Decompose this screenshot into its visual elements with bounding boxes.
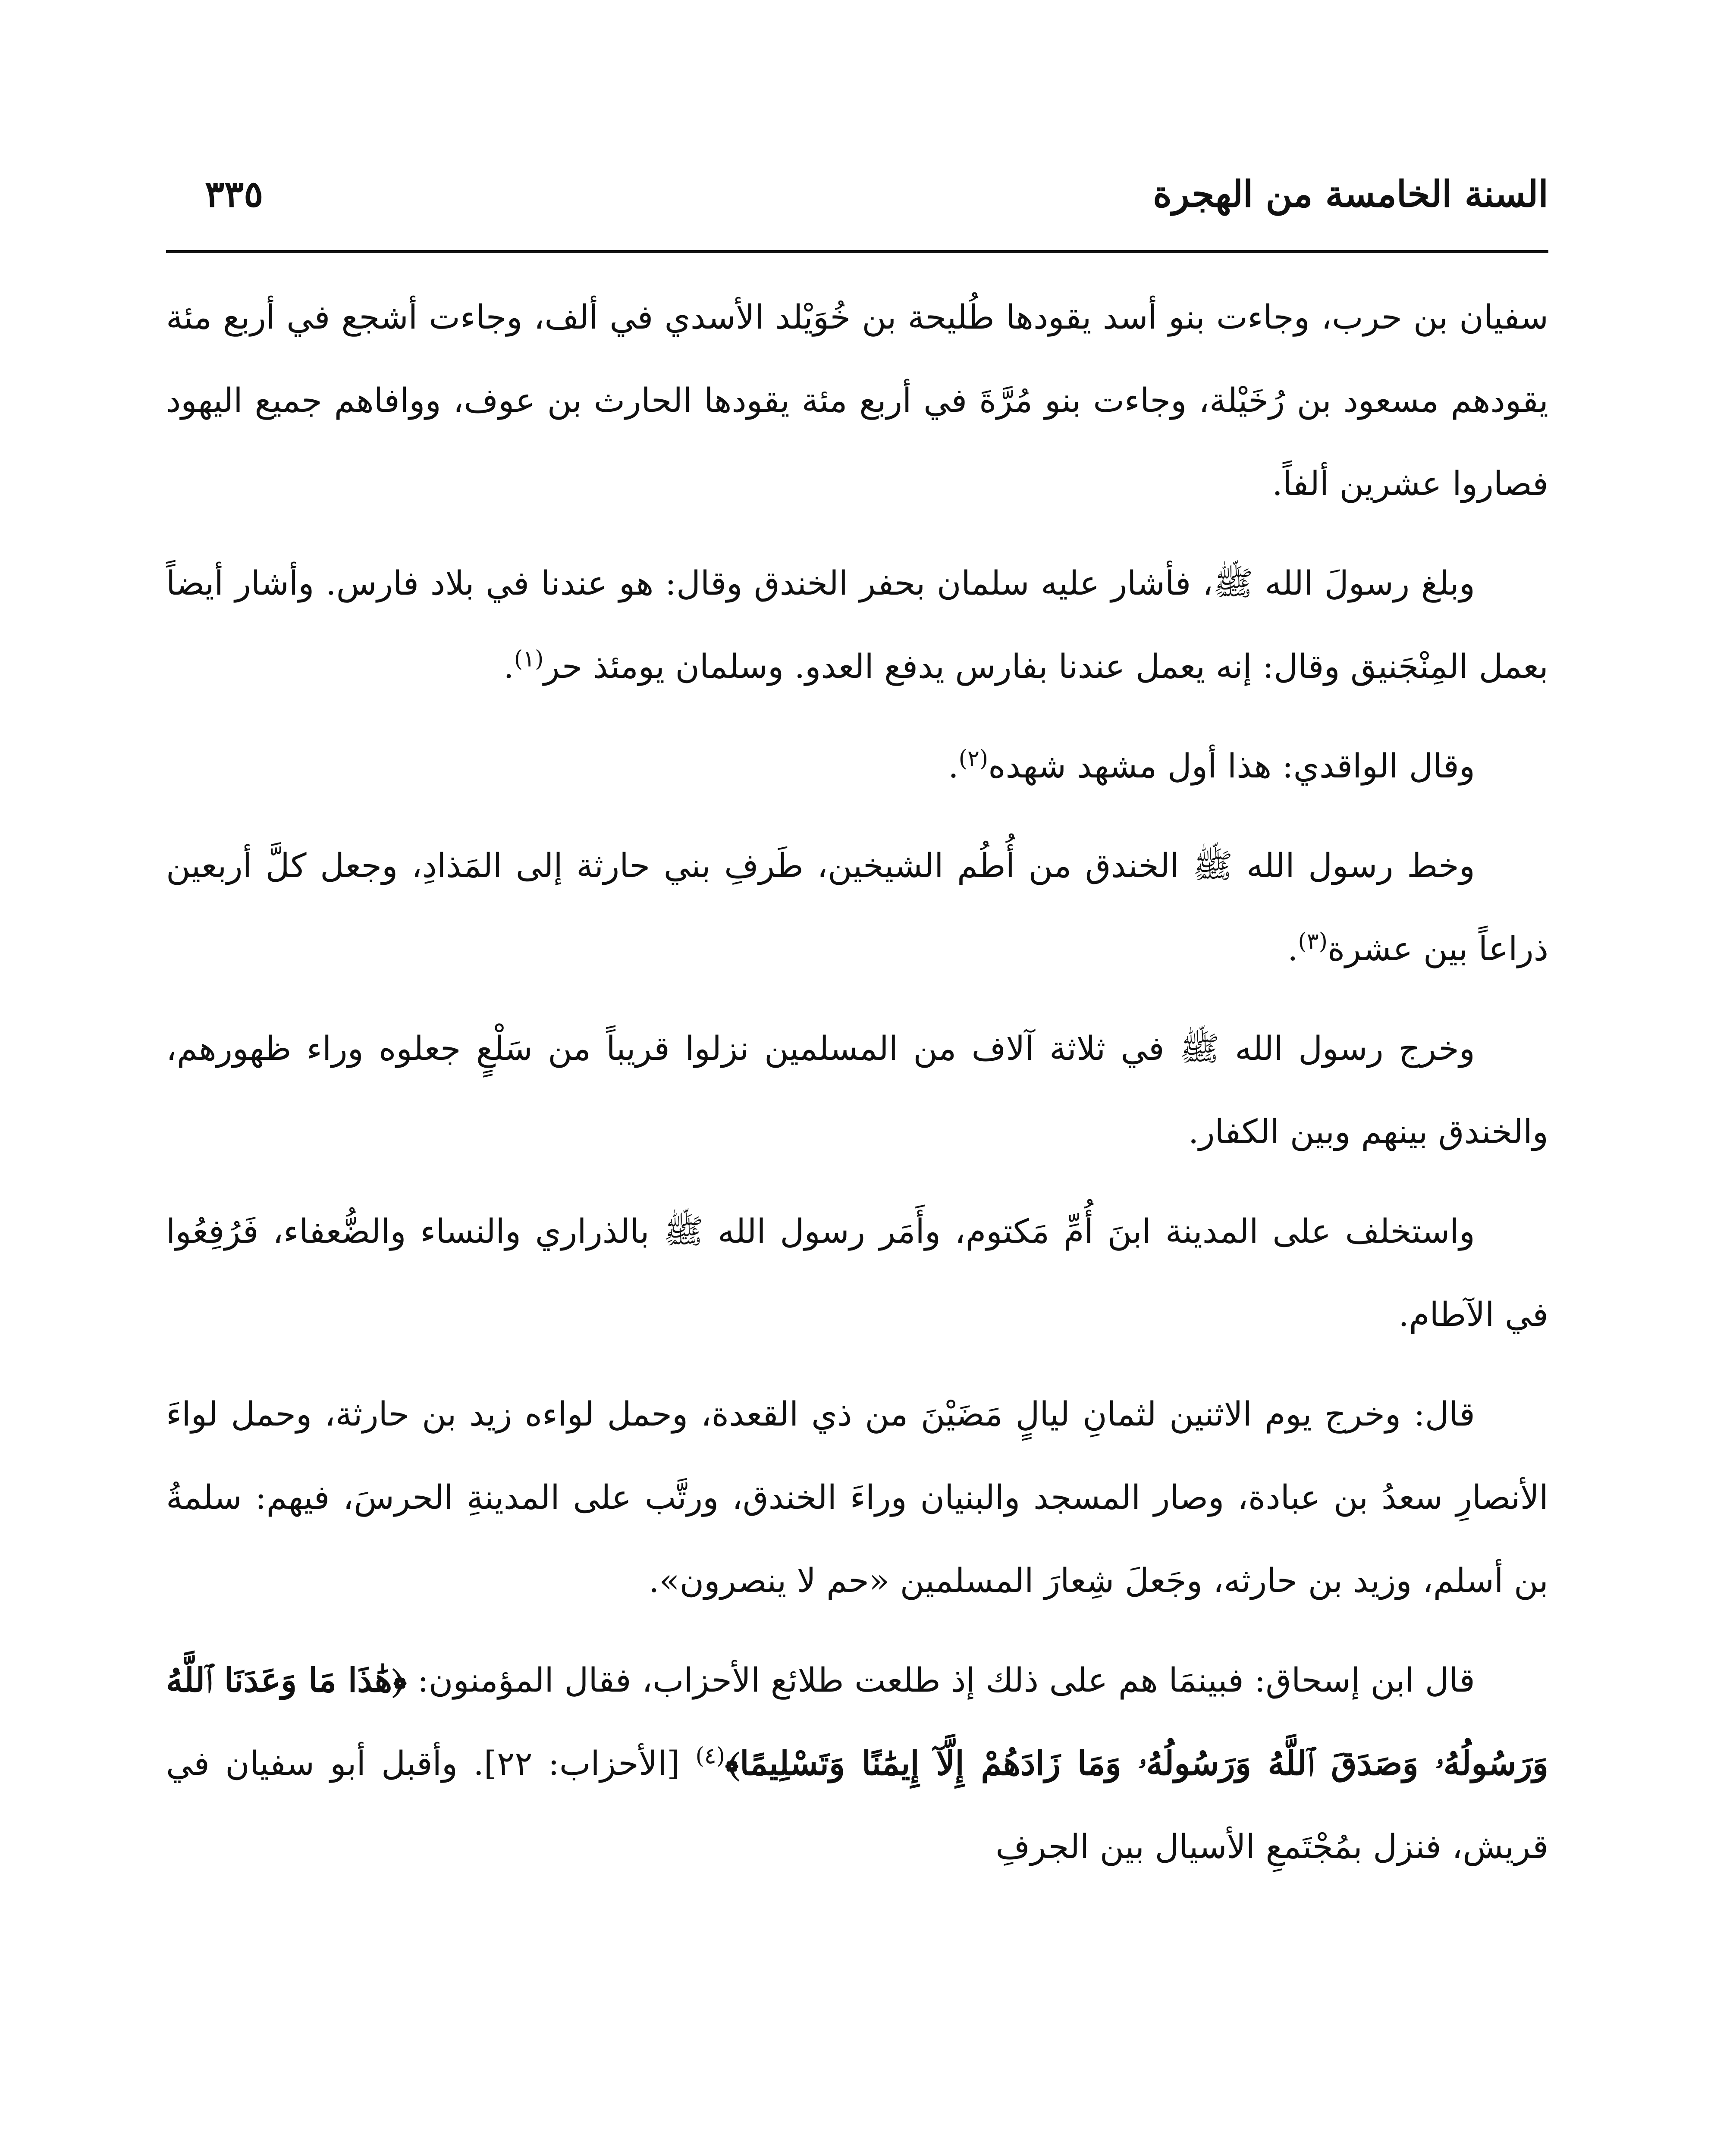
page-number: ٣٣٥	[205, 172, 264, 215]
paragraph-text: واستخلف على المدينة ابنَ أُمِّ مَكتوم، وأَمَر رسول الله ﷺ بالذراري والنساء والضُّعفاء، فَرُفِعُوا في الآطام.	[166, 1213, 1548, 1334]
paragraph-text: وخرج رسول الله ﷺ في ثلاثة آلاف من المسلمين نزلوا قريباً من سَلْعٍ جعلوه وراء ظهورهم، والخندق بينهم وبين الكفار.	[166, 1030, 1548, 1151]
paragraph	[166, 1007, 1548, 1174]
footnote-ref: (٣)	[1298, 928, 1328, 955]
paragraph-text: وبلغ رسولَ الله ﷺ، فأشار عليه سلمان بحفر الخندق وقال: هو عندنا في بلاد فارس. وأشار أيضاً بعمل المِنْجَنيق وقال: إنه يعمل عندنا بفارس يدفع العدو. وسلمان يومئذ حر	[166, 564, 1548, 686]
header-title: السنة الخامسة من الهجرة	[1153, 172, 1548, 215]
paragraph-text: سفيان بن حرب، وجاءت بنو أسد يقودها طُليحة بن خُوَيْلد الأسدي في ألف، وجاءت أشجع في أربع مئة يقودهم مسعود بن رُخَيْلة، وجاءت بنو مُرَّةَ في أربع مئة يقودها الحارث بن عوف، ووافاهم جميع اليهود فصاروا عشرين ألفاً.	[166, 298, 1548, 503]
footnote-ref: (٤)	[695, 1743, 725, 1769]
paragraph-text: وقال الواقدي: هذا أول مشهد شهده	[988, 747, 1475, 786]
paragraph	[166, 1373, 1548, 1623]
running-header	[166, 155, 1548, 241]
paragraph-text: وخط رسول الله ﷺ الخندق من أُطُم الشيخين، طَرفِ بني حارثة إلى المَذادِ، وجعل كلَّ أربعين ذراعاً بين عشرة	[166, 847, 1548, 968]
footnote-ref: (٢)	[958, 746, 989, 772]
quran-verse: ﴿هَٰذَا مَا وَعَدَنَا ٱللَّهُ وَرَسُولُهُۥ وَصَدَقَ ٱللَّهُ وَرَسُولُهُۥ وَمَا زَادَهُمْ إِلَّآ إِيمَٰنًا وَتَسْلِيمًا﴾	[166, 1661, 1548, 1783]
body-text	[166, 276, 1548, 1905]
paragraph-tail: [الأحزاب: ٢٢]. وأقبل أبو سفيان في قريش، فنزل بمُجْتَمعِ الأسيال بين الجرفِ	[166, 1745, 1548, 1866]
paragraph	[166, 725, 1548, 808]
paragraph	[166, 1639, 1548, 1889]
paragraph-text: قال ابن إسحاق: فبينمَا هم على ذلك إذ طلعت طلائع الأحزاب، فقال المؤمنون:	[417, 1661, 1475, 1700]
paragraph-tail: .	[1287, 930, 1298, 968]
paragraph	[166, 824, 1548, 991]
paragraph	[166, 1190, 1548, 1357]
paragraph	[166, 276, 1548, 526]
paragraph-text: قال: وخرج يوم الاثنين لثمانِ ليالٍ مَضَيْنَ من ذي القعدة، وحمل لواءه زيد بن حارثة، وحمل لواءَ الأنصارِ سعدُ بن عبادة، وصار المسجد والبنيان وراءَ الخندق، ورتَّب على المدينةِ الحرسَ، فيهم: سلمةُ بن أسلم، وزيد بن حارثه، وجَعلَ شِعارَ المسلمين «حم لا ينصرون».	[166, 1395, 1548, 1600]
header-rule	[166, 250, 1548, 253]
paragraph-tail: .	[948, 747, 959, 786]
footnote-ref: (١)	[514, 646, 544, 672]
paragraph	[166, 542, 1548, 708]
paragraph-tail: .	[503, 648, 514, 686]
